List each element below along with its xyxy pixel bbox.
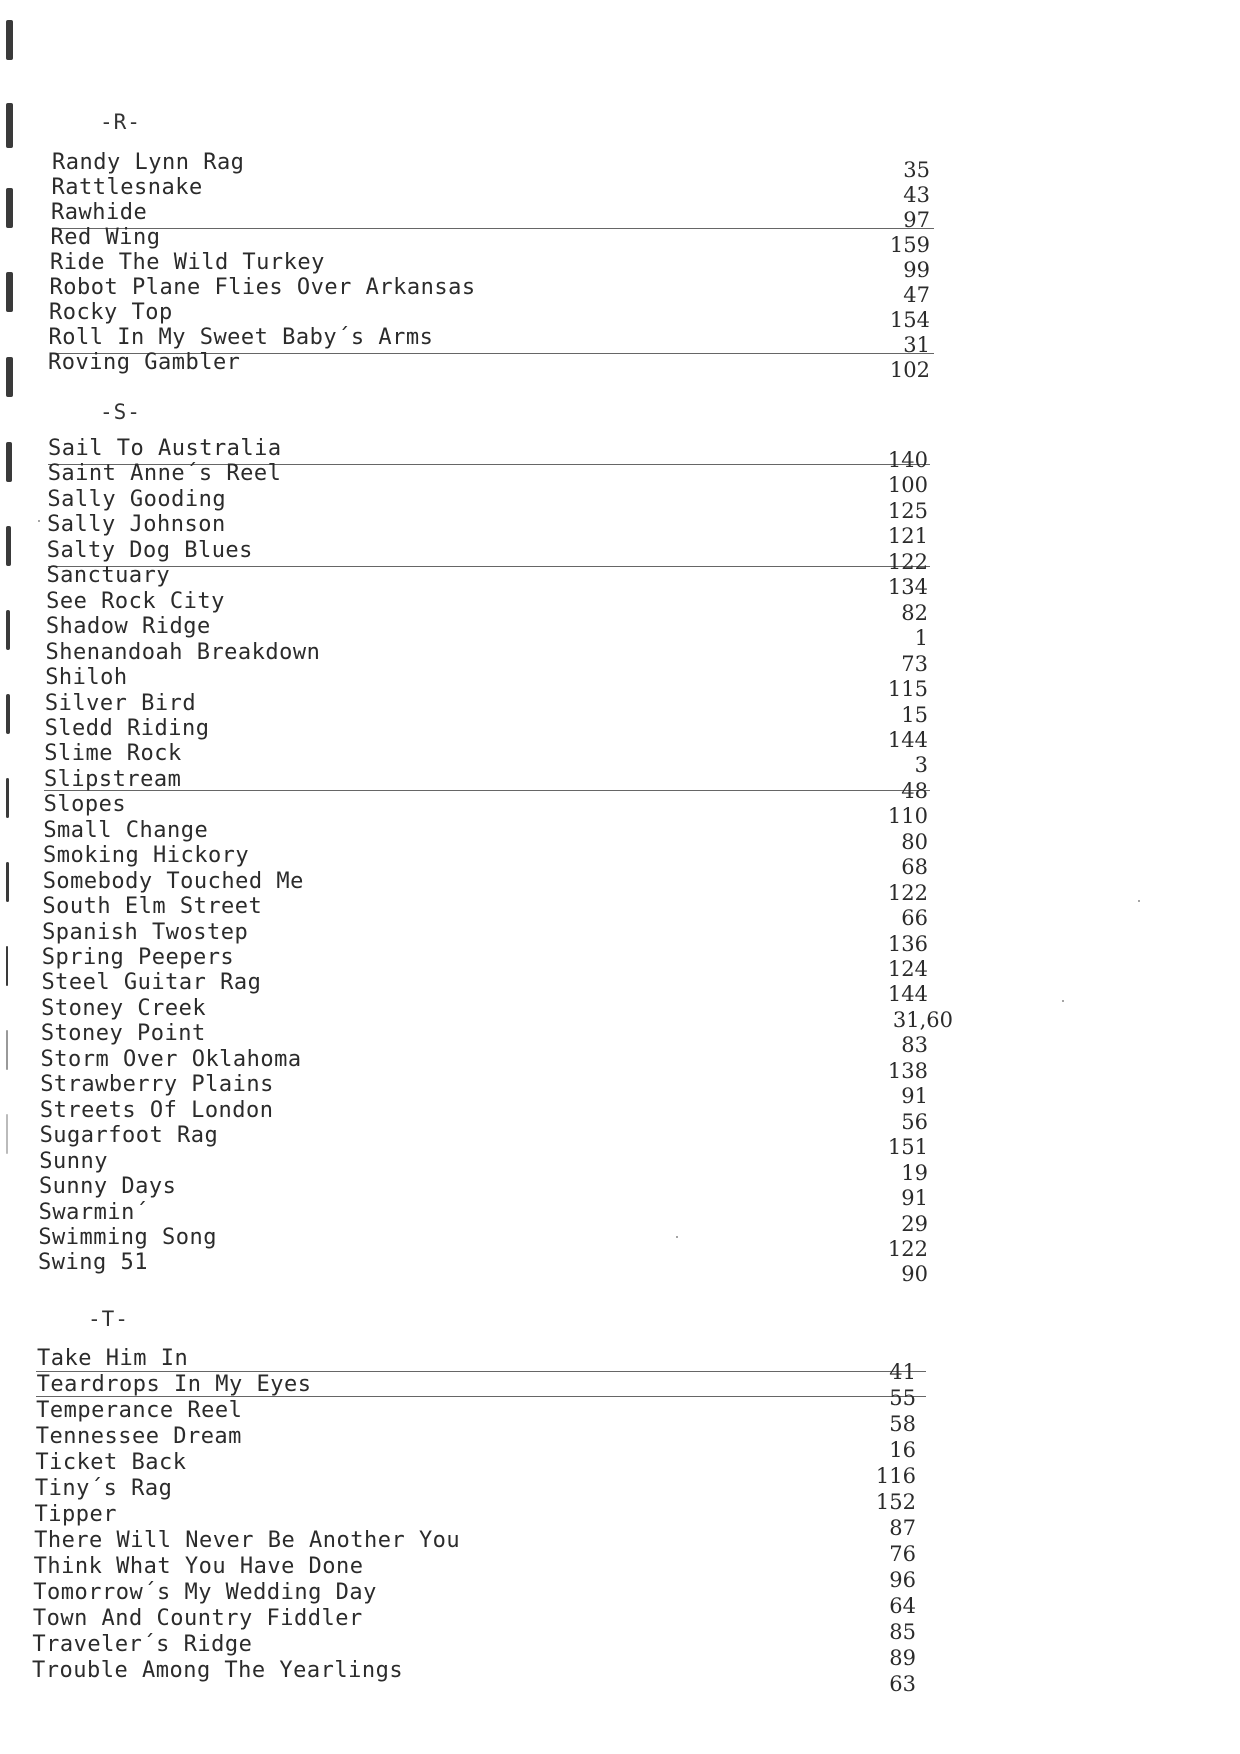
binder-mark [6,442,12,482]
page-number: 73 [901,651,928,676]
page-number: 87 [889,1516,916,1540]
song-title: Rattlesnake [51,175,203,200]
song-title: Roll In My Sweet Baby´s Arms [48,325,434,350]
page-number: 91 [901,1186,928,1211]
song-title: There Will Never Be Another You [34,1528,461,1553]
section-letter: -R- [100,110,141,134]
page-number: 138 [887,1058,928,1083]
page-number: 125 [887,498,928,523]
page-number: 82 [901,600,928,625]
page-number: 121 [887,524,928,549]
page-number: 122 [887,1236,928,1261]
song-title: Roving Gambler [48,350,241,375]
song-title: Trouble Among The Yearlings [32,1658,404,1683]
page-number: 41 [889,1360,916,1384]
page-number: 110 [887,804,928,829]
page-number: 76 [889,1542,916,1566]
song-title: Swarmin´ [38,1199,149,1225]
song-title: Smoking Hickory [43,843,250,869]
song-title: Town And Country Fiddler [32,1606,363,1631]
song-title: Teardrops In My Eyes [36,1372,312,1397]
song-title: Storm Over Oklahoma [40,1046,302,1072]
scan-speck [1062,1000,1064,1002]
song-title: Red Wing [50,225,161,250]
page-number: 66 [901,906,928,931]
song-title: Sunny [39,1148,108,1174]
binder-mark [6,272,13,312]
song-title: Robot Plane Flies Over Arkansas [49,275,476,300]
page-number: 1 [914,626,928,651]
page-number: 151 [887,1135,928,1160]
page-number: 56 [901,1109,928,1134]
page-number: 63 [889,1672,916,1696]
song-title: Shiloh [45,665,128,691]
song-title: Streets Of London [39,1097,274,1123]
page-number: 48 [901,778,928,803]
song-title: Shenandoah Breakdown [45,639,321,665]
binder-mark [6,778,9,818]
song-title: Strawberry Plains [40,1072,274,1098]
page-number: 152 [875,1490,916,1514]
song-title: Tipper [34,1502,117,1527]
song-title: Sunny Days [38,1174,177,1200]
page-number: 85 [889,1620,916,1644]
song-title: Sail To Australia [48,436,282,461]
song-title: Slopes [43,792,127,818]
page-number: 99 [903,258,930,282]
page-number: 43 [903,183,930,207]
song-title: Rocky Top [49,300,173,325]
page-number: 124 [887,957,928,981]
page-number: 115 [887,677,928,702]
page-number: 31,60 [892,1007,953,1032]
page-number: 90 [901,1262,928,1287]
song-title: Spring Peepers [41,945,235,970]
page-number: 35 [903,158,930,182]
page-number: 100 [887,473,928,498]
page-number: 55 [889,1386,916,1410]
song-title: Saint Anne´s Reel [47,461,282,487]
page-number: 154 [889,308,930,332]
binder-mark [6,694,10,734]
page-number: 122 [887,880,928,905]
song-title: Sugarfoot Rag [39,1123,219,1149]
song-title: Somebody Touched Me [42,868,304,894]
song-title: Sally Gooding [47,486,227,512]
page-number: 96 [889,1568,916,1592]
page-number: 3 [914,753,928,778]
binder-mark [6,20,13,60]
song-title: Traveler´s Ridge [32,1632,253,1657]
scan-speck [1138,900,1140,902]
page-number: 83 [901,1033,928,1058]
binder-mark [6,103,13,148]
page-number: 159 [889,233,930,257]
page-number: 68 [901,855,928,880]
song-title: Salty Dog Blues [46,537,253,563]
song-title: Tiny´s Rag [34,1476,173,1501]
song-title: Temperance Reel [36,1398,243,1423]
song-title: Slime Rock [44,741,182,767]
song-title: Rawhide [51,200,148,225]
page-number: 102 [889,358,930,382]
song-title: South Elm Street [42,894,263,920]
song-title: Stoney Point [40,1021,206,1047]
page-number: 91 [901,1084,928,1109]
song-title: Silver Bird [44,690,197,716]
binder-mark [6,610,10,650]
page-number: 64 [889,1594,916,1618]
song-title: Sally Johnson [47,512,226,538]
page-number: 15 [901,702,928,727]
song-title: Think What You Have Done [33,1554,364,1579]
song-title: See Rock City [46,588,225,614]
page-number: 31 [903,333,930,357]
binder-mark [6,188,13,228]
scan-speck [676,1236,678,1238]
page-number: 97 [903,208,930,232]
page-number: 116 [875,1464,916,1488]
page-number: 16 [889,1438,916,1462]
page-number: 19 [901,1160,928,1185]
page-number: 29 [901,1211,928,1236]
song-title: Shadow Ridge [45,614,211,640]
underline-rule [48,566,930,567]
page-number: 144 [887,982,928,1007]
page-number: 136 [887,931,928,956]
section-letter: -T- [88,1307,129,1331]
song-title: Slipstream [43,766,182,792]
song-title: Sanctuary [46,563,171,589]
song-title: Swing 51 [38,1250,148,1276]
song-title: Tennessee Dream [35,1424,242,1449]
song-title: Sledd Riding [44,715,210,741]
binder-mark [6,946,8,986]
song-title: Swimming Song [38,1224,217,1250]
page-number: 134 [887,575,928,600]
binder-mark [6,862,9,902]
song-title: Randy Lynn Rag [52,150,245,175]
song-title: Tomorrow´s My Wedding Day [33,1580,377,1605]
song-title: Ride The Wild Turkey [50,250,325,275]
binder-mark [6,526,11,566]
song-title: Stoney Creek [41,995,207,1021]
binder-mark [6,1030,8,1070]
page-number: 47 [903,283,930,307]
scan-speck [38,520,40,522]
song-title: Steel Guitar Rag [41,970,262,996]
page-number: 58 [889,1412,916,1436]
page-number: 140 [887,448,928,472]
page-number: 122 [887,549,928,574]
song-title: Spanish Twostep [42,919,249,945]
page-number: 80 [901,829,928,854]
page-number: 89 [889,1646,916,1670]
page-number: 144 [887,727,928,752]
underline-rule [52,228,934,229]
section-letter: -S- [100,400,141,424]
song-title: Small Change [43,817,209,843]
song-title: Take Him In [37,1346,189,1371]
binder-mark [6,357,13,397]
binder-mark [6,1114,8,1154]
song-title: Ticket Back [35,1450,187,1475]
